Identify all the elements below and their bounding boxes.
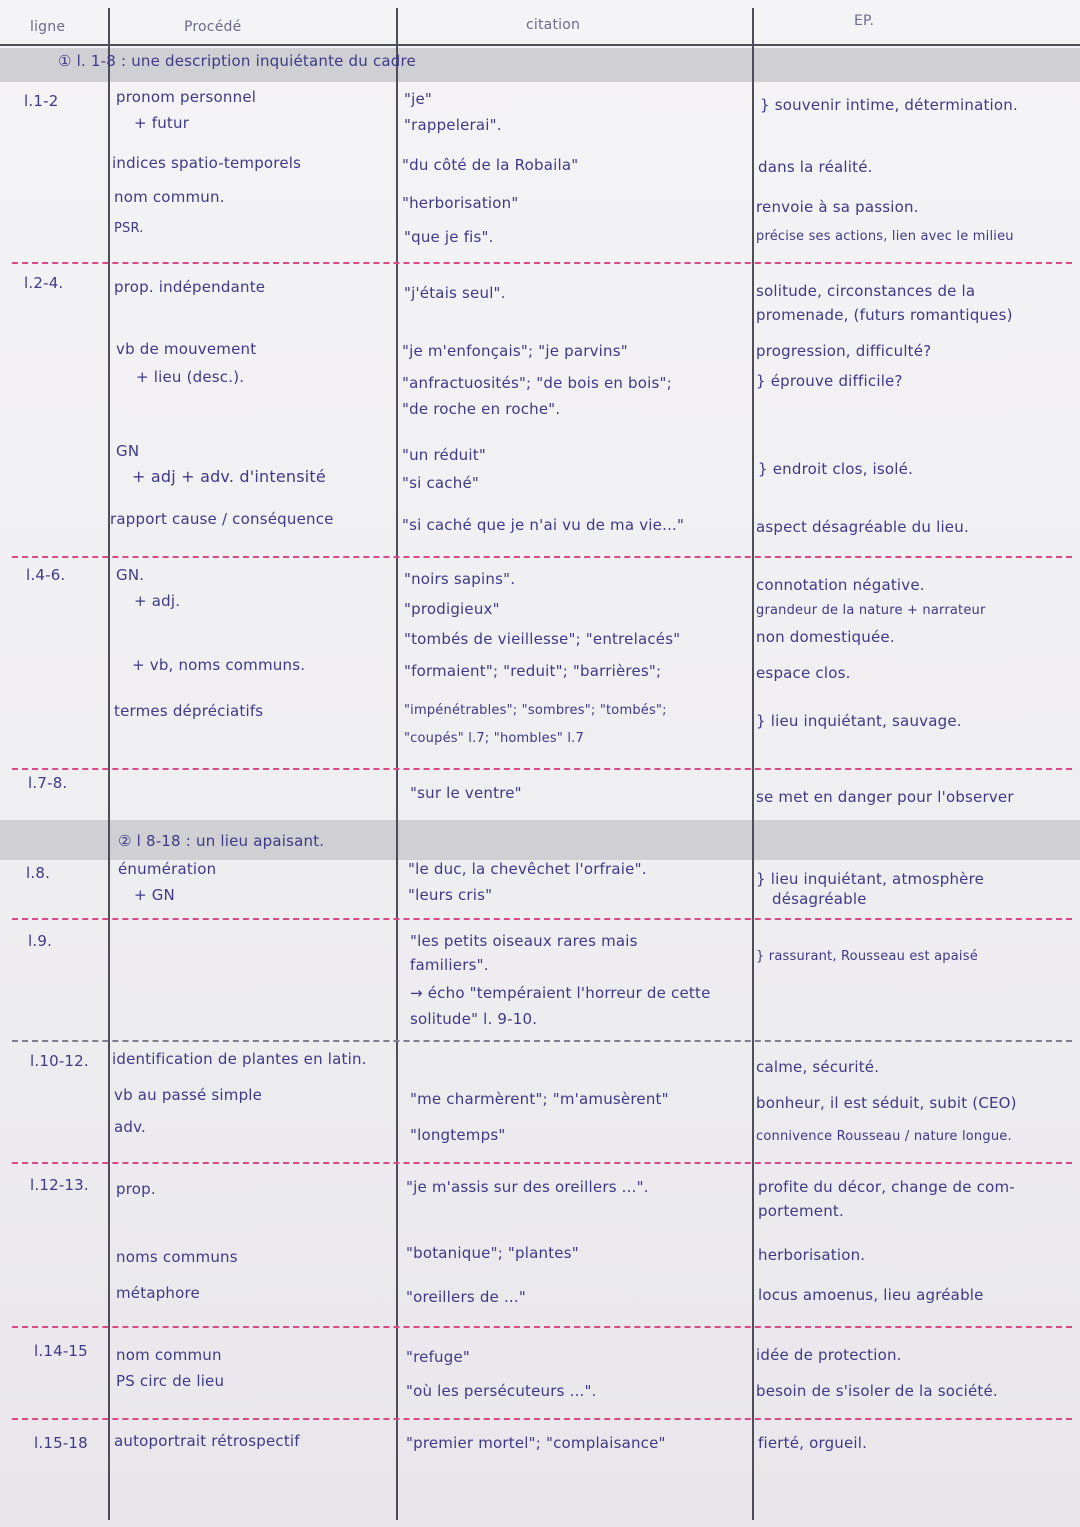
procede-text: énumération [118, 860, 217, 878]
line-ref: l.15-18 [34, 1434, 88, 1452]
citation-text: "prodigieux" [404, 600, 500, 618]
line-ref: l.4-6. [26, 566, 66, 584]
line-ref: l.1-2 [24, 92, 59, 110]
header-citation: citation [526, 17, 581, 33]
header-procede: Procédé [184, 19, 242, 35]
ep-text: herborisation. [758, 1246, 866, 1264]
ep-text: fierté, orgueil. [758, 1434, 868, 1452]
line-ref: l.14-15 [34, 1342, 88, 1360]
citation-text: "oreillers de ..." [406, 1288, 526, 1306]
ep-text: renvoie à sa passion. [756, 198, 919, 216]
header-ep: EP. [854, 13, 875, 29]
column-divider-1 [108, 8, 110, 1520]
ep-text: progression, difficulté? [756, 342, 932, 360]
procede-text: + vb, noms communs. [132, 656, 306, 674]
ep-text: dans la réalité. [758, 158, 873, 176]
ep-text: aspect désagréable du lieu. [756, 518, 969, 536]
line-ref: l.9. [28, 932, 53, 950]
line-ref: l.8. [26, 864, 51, 882]
procede-text: nom commun [116, 1346, 222, 1364]
ep-text: grandeur de la nature + narrateur [756, 603, 986, 618]
citation-text: "je m'assis sur des oreillers ...". [406, 1178, 649, 1196]
column-divider-3 [752, 8, 754, 1520]
ep-text: } endroit clos, isolé. [758, 460, 914, 478]
ep-text: promenade, (futurs romantiques) [756, 306, 1013, 324]
row-separator [12, 1040, 1072, 1042]
citation-text: "formaient"; "reduit"; "barrières"; [404, 662, 662, 680]
ep-text: calme, sécurité. [756, 1058, 880, 1076]
procede-text: indices spatio-temporels [112, 154, 302, 172]
citation-text: solitude" l. 9-10. [410, 1010, 538, 1028]
procede-text: nom commun. [114, 188, 225, 206]
citation-text: "je m'enfonçais"; "je parvins" [402, 342, 628, 360]
ep-text: non domestiquée. [756, 628, 895, 646]
ep-text: connotation négative. [756, 576, 925, 594]
procede-text: prop. [116, 1180, 156, 1198]
ep-text: } lieu inquiétant, atmosphère [756, 870, 985, 888]
line-ref: l.7-8. [28, 774, 68, 792]
ep-text: } lieu inquiétant, sauvage. [756, 712, 962, 730]
row-separator [12, 768, 1072, 770]
ep-text: locus amoenus, lieu agréable [758, 1286, 984, 1304]
citation-text: "me charmèrent"; "m'amusèrent" [410, 1090, 669, 1108]
citation-text: "refuge" [406, 1348, 471, 1366]
line-ref: l.10-12. [30, 1052, 89, 1070]
procede-text: GN [116, 442, 140, 460]
row-separator [12, 918, 1072, 920]
citation-text: "les petits oiseaux rares mais [410, 932, 638, 950]
procede-text: identification de plantes en latin. [112, 1050, 367, 1068]
procede-text: pronom personnel [116, 88, 257, 106]
citation-text: "j'étais seul". [404, 284, 506, 302]
procede-text: + adj. [134, 592, 181, 610]
procede-text: GN. [116, 566, 145, 584]
header-ligne: ligne [30, 19, 66, 35]
citation-text: "coupés" l.7; "hombles" l.7 [404, 731, 584, 746]
citation-text: → écho "tempéraient l'horreur de cette [410, 984, 711, 1002]
citation-text: "leurs cris" [408, 886, 493, 904]
ep-text: portement. [758, 1202, 844, 1220]
ep-text: bonheur, il est séduit, subit (CEO) [756, 1094, 1017, 1112]
procede-text: + GN [134, 886, 175, 904]
ep-text: désagréable [772, 890, 867, 908]
procede-text: métaphore [116, 1284, 200, 1302]
citation-text: "si caché" [402, 474, 479, 492]
row-separator [12, 556, 1072, 558]
citation-text: familiers". [410, 956, 489, 974]
citation-text: "je" [404, 90, 432, 108]
row-separator [12, 1162, 1072, 1164]
ep-text: précise ses actions, lien avec le milieu [756, 229, 1014, 244]
citation-text: "longtemps" [410, 1126, 506, 1144]
citation-text: "du côté de la Robaila" [402, 156, 579, 174]
procede-text: noms communs [116, 1248, 238, 1266]
ep-text: besoin de s'isoler de la société. [756, 1382, 998, 1400]
row-separator [12, 1326, 1072, 1328]
column-divider-2 [396, 8, 398, 1520]
citation-text: "tombés de vieillesse"; "entrelacés" [404, 630, 681, 648]
citation-text: "noirs sapins". [404, 570, 516, 588]
citation-text: "le duc, la chevêchet l'orfraie". [408, 860, 647, 878]
procede-text: prop. indépendante [114, 278, 266, 296]
citation-text: "botanique"; "plantes" [406, 1244, 579, 1262]
procede-text: termes dépréciatifs [114, 702, 264, 720]
citation-text: "impénétrables"; "sombres"; "tombés"; [404, 703, 667, 718]
citation-text: "si caché que je n'ai vu de ma vie..." [402, 516, 685, 534]
citation-text: "premier mortel"; "complaisance" [406, 1434, 666, 1452]
row-separator [12, 1418, 1072, 1420]
ep-text: } souvenir intime, détermination. [760, 96, 1018, 114]
ep-text: } éprouve difficile? [756, 372, 903, 390]
ep-text: espace clos. [756, 664, 851, 682]
procede-text: vb au passé simple [114, 1086, 263, 1104]
ep-text: } rassurant, Rousseau est apaisé [756, 949, 978, 964]
procede-text: adv. [114, 1118, 146, 1136]
ep-text: idée de protection. [756, 1346, 902, 1364]
citation-text: "rappelerai". [404, 116, 502, 134]
procede-text: autoportrait rétrospectif [114, 1432, 300, 1450]
ep-text: profite du décor, change de com- [758, 1178, 1015, 1196]
procede-text: + adj + adv. d'intensité [132, 467, 326, 486]
citation-text: "anfractuosités"; "de bois en bois"; [402, 374, 672, 392]
ep-text: connivence Rousseau / nature longue. [756, 1129, 1012, 1144]
line-ref: l.2-4. [24, 274, 64, 292]
ep-text: solitude, circonstances de la [756, 282, 976, 300]
line-ref: l.12-13. [30, 1176, 89, 1194]
ep-text: se met en danger pour l'observer [756, 788, 1014, 806]
citation-text: "de roche en roche". [402, 400, 561, 418]
header-underline [0, 44, 1080, 46]
procede-text: vb de mouvement [116, 340, 257, 358]
procede-text: rapport cause / conséquence [110, 510, 334, 528]
citation-text: "sur le ventre" [410, 784, 522, 802]
procede-text: + lieu (desc.). [136, 368, 245, 386]
procede-text: PS circ de lieu [116, 1372, 225, 1390]
procede-text: PSR. [114, 221, 144, 236]
procede-text: + futur [134, 114, 190, 132]
section-title-1: ① l. 1-8 : une description inquiétante du cadre [58, 52, 416, 70]
row-separator [12, 262, 1072, 264]
section-title-2: ② l 8-18 : un lieu apaisant. [118, 832, 325, 850]
citation-text: "herborisation" [402, 194, 519, 212]
citation-text: "que je fis". [404, 228, 494, 246]
citation-text: "un réduit" [402, 446, 486, 464]
citation-text: "où les persécuteurs ...". [406, 1382, 597, 1400]
